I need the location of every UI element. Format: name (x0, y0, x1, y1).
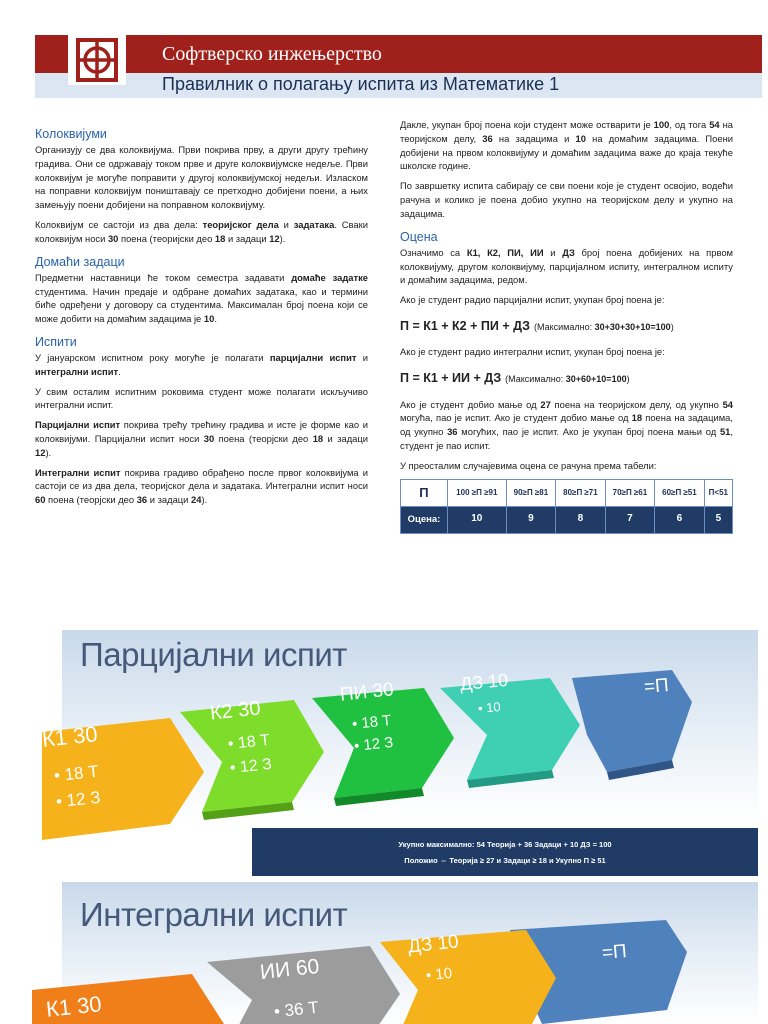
summary-box (252, 828, 758, 876)
left-column (35, 118, 368, 513)
integral-exam-title: Интегрални испит (80, 896, 348, 933)
paragraph-total-points: Дакле, укупан број поена који студент може остварити је 100, од тога 54 на теоријском делу, 36 на задацима и 10 на домаћим задацима. Поени добијени на првом колоквијуму и домаћим задацима важе до краја текуће школске године. (400, 119, 733, 172)
heading-domaci: Домаћи задаци (35, 254, 125, 269)
table-header-cell: Оцена: (401, 506, 448, 533)
header-bar (35, 35, 762, 73)
right-column (400, 118, 733, 534)
table-cell: 60≥П ≥51 (655, 479, 705, 506)
paragraph-ispiti-2: У свим осталим испитним роковима студент може полагати искључиво интегрални испит. (35, 385, 368, 411)
formula-partial: П = К1 + К2 + ПИ + ДЗ (Максимално: 30+30+30+10=100) (400, 318, 674, 333)
paragraph-ispiti-1: У јануарском испитном року могуће је полагати парцијални испит и интегрални испит. (35, 351, 368, 377)
table-cell: 100 ≥П ≥91 (447, 479, 506, 506)
partial-exam-title: Парцијални испит (80, 636, 347, 673)
partial-k2-title: К2 30 (208, 697, 262, 725)
paragraph-kolokvijumi-2: Колоквијум се састоји из два дела: теоријског дела и задатака. Сваки колоквијум носи 30 поена (теоријски део 18 и задаци 12). (35, 219, 368, 244)
paragraph-ispiti-4: Интегрални испит покрива градиво обрађено после првог колоквијума и састоји се из два дела, теоријског дела и задатака. Интегрални испит носи 60 поена (теорјски део 36 и задаци 24). (35, 466, 368, 506)
paragraph-table-intro: У преосталим случајевима оцена се рачуна према табели: (400, 459, 657, 471)
integral-exam-graphic (44, 882, 758, 1024)
partial-total-label: =П (643, 674, 670, 699)
table-header-cell: П (401, 479, 448, 506)
paragraph-integral-formula-intro: Ако је студент радио интегрални испит, укупан број поена је: (400, 346, 665, 358)
partial-exam-chevrons (62, 630, 758, 820)
integral-dz-bullet: • 10 (425, 964, 453, 985)
partial-pi-title: ПИ 30 (338, 679, 395, 706)
paragraph-fail-conditions: Ако је студент добио мање од 27 поена на теоријском делу, од укупно 54 могућа, пао је испит. Ако је студент добио мање од 18 поена на задацима, од укупно 36 могућих, пао је испит. Ако је укупан број поена мањи од 51, студент је пао испит. (400, 398, 733, 451)
partial-k1-title: К1 30 (40, 721, 99, 752)
table-cell: 8 (556, 506, 606, 533)
partial-k1-bullet-2: • 12 З (55, 787, 102, 812)
table-cell: 6 (655, 506, 705, 533)
paragraph-ispiti-3: Парцијални испит покрива трећу трећину градива и исте је форме као и колоквијуми. Парцијални испит носи 30 поена (теорјски део 18 и задаци 12). (35, 419, 368, 458)
table-cell: 80≥П ≥71 (556, 479, 606, 506)
partial-k2-bullet-1: • 18 Т (227, 731, 271, 754)
integral-ii-title: ИИ 60 (258, 954, 321, 985)
heading-ocena: Оцена (400, 229, 438, 244)
paragraph-summing: По завршетку испита сабирају се сви поени које је студент освојио, водећи рачуна и колико је поена добио укупно на теоријском делу и укупно на задацима. (400, 180, 733, 219)
header-title: Софтверско инжењерство (162, 43, 382, 65)
formula-integral: П = К1 + ИИ + ДЗ (Максимално: 30+60+10=100) (400, 371, 630, 386)
grade-table (400, 479, 733, 534)
integral-k1-title: К1 30 (44, 991, 103, 1022)
integral-total-label: =П (601, 940, 628, 965)
partial-pi-bullet-2: • 12 З (353, 733, 395, 756)
integral-dz-title: ДЗ 10 (406, 931, 460, 958)
partial-exam-graphic (40, 630, 758, 820)
chevron-total (572, 670, 692, 772)
table-cell: 7 (605, 506, 655, 533)
paragraph-partial-formula-intro: Ако је студент радио парцијални испит, укупан број поена је: (400, 294, 665, 306)
table-cell: П<51 (704, 479, 732, 506)
faculty-logo (68, 35, 126, 85)
table-cell: 5 (704, 506, 732, 533)
paragraph-kolokvijumi-1: Организују се два колоквијума. Први покрива прву, а други другу трећину градива. Они се одржавају током прве и друге колоквијумске недеље. Први колоквијум је могуће поправити у другој колоквијумској недељи. Изласком на поправни колоквијум поништавају се претходно добијени поени, а њих замењују поени добијени на поправном колоквијуму. (35, 144, 368, 211)
partial-dz-title: ДЗ 10 (459, 669, 509, 695)
partial-k1-bullet-1: • 18 Т (53, 761, 100, 786)
table-cell: 9 (506, 506, 556, 533)
table-cell: 70≥П ≥61 (605, 479, 655, 506)
summary-max-points: Укупно максимално: 54 Теорија + 36 Задаци + 10 ДЗ = 100 (398, 840, 612, 849)
table-cell: 10 (447, 506, 506, 533)
partial-pi-bullet-1: • 18 Т (351, 711, 393, 734)
logo-emblem-icon (72, 37, 122, 83)
paragraph-notation: Означимо са К1, К2, ПИ, ИИ и ДЗ број поена добијених на првом колоквијуму, другом колоквијуму, парцијалном испиту, интегралном испиту и домаћим задацима, редом. (400, 246, 733, 286)
table-row (401, 479, 733, 506)
table-row (401, 506, 733, 533)
heading-ispiti: Испити (35, 334, 77, 349)
integral-ii-bullet: • 36 Т (273, 997, 320, 1022)
partial-k2-bullet-2: • 12 З (229, 755, 273, 778)
partial-dz-bullet: • 10 (477, 699, 502, 716)
heading-kolokvijumi: Колоквијуми (35, 127, 107, 141)
table-cell: 90≥П ≥81 (506, 479, 556, 506)
chevron-dz (380, 930, 556, 1024)
summary-pass-condition: Положио ⇔ Теорија ≥ 27 и Задаци ≥ 18 и Укупно П ≥ 51 (404, 855, 606, 865)
page-title: Правилник о полагању испита из Математике 1 (162, 74, 560, 94)
paragraph-domaci: Предметни наставници ће током семестра задавати домаће задатке студентима. Начин предаје и одбране домаћих задатака, као и термини биће одређени у договору са студентима. Максималан број поена који се може добити на домаћим задацима је 10. (35, 271, 368, 325)
